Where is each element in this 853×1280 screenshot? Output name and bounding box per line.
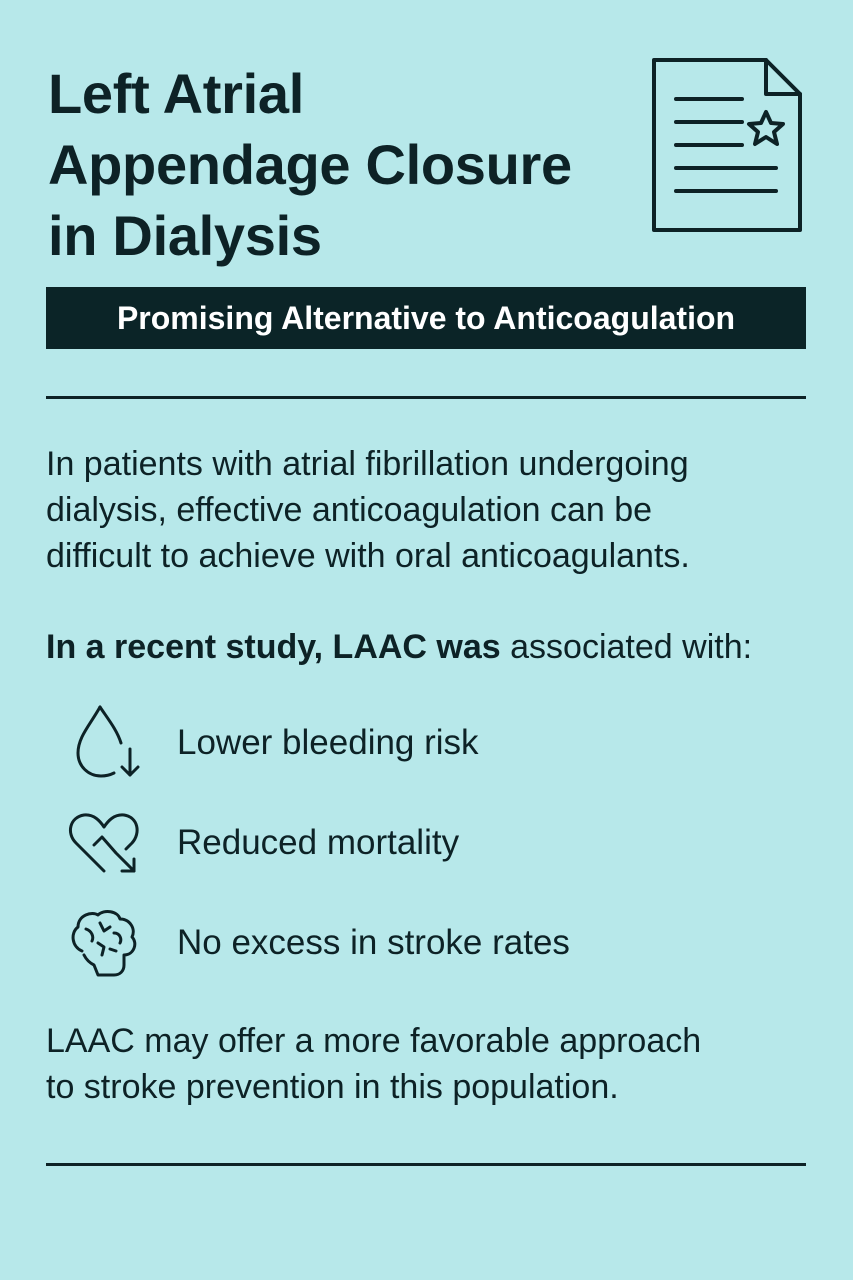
closing-line-2: to stroke prevention in this population. [46, 1068, 619, 1106]
lead-regular: associated with: [500, 628, 753, 666]
benefit-label-mortality: Reduced mortality [177, 823, 460, 862]
lead-sentence [46, 624, 752, 670]
lead-bold: In a recent study, LAAC was [46, 628, 501, 666]
title-line-3: in Dialysis [48, 204, 322, 267]
intro-line-2: dialysis, effective anticoagulation can be [46, 491, 653, 529]
title-line-2: Appendage Closure [48, 133, 572, 196]
benefit-item-bleeding [64, 703, 764, 783]
top-divider [46, 396, 806, 399]
bottom-divider [46, 1163, 806, 1166]
benefit-label-bleeding: Lower bleeding risk [177, 723, 479, 762]
intro-paragraph [46, 441, 826, 579]
subtitle-banner: Promising Alternative to Anticoagulation [46, 287, 806, 349]
document-star-icon [650, 56, 804, 234]
closing-line-1: LAAC may offer a more favorable approach [46, 1022, 702, 1060]
heart-arrow-down-icon [64, 803, 144, 883]
intro-line-1: In patients with atrial fibrillation undergoing [46, 445, 689, 483]
benefit-label-stroke: No excess in stroke rates [177, 923, 570, 962]
page-title [48, 58, 648, 271]
benefit-item-stroke [64, 903, 764, 983]
brain-head-icon [64, 903, 144, 983]
blood-drop-down-icon [64, 703, 144, 783]
benefit-item-mortality [64, 803, 764, 883]
closing-paragraph [46, 1018, 826, 1110]
title-line-1: Left Atrial [48, 62, 304, 125]
intro-line-3: difficult to achieve with oral anticoagulants. [46, 537, 690, 575]
